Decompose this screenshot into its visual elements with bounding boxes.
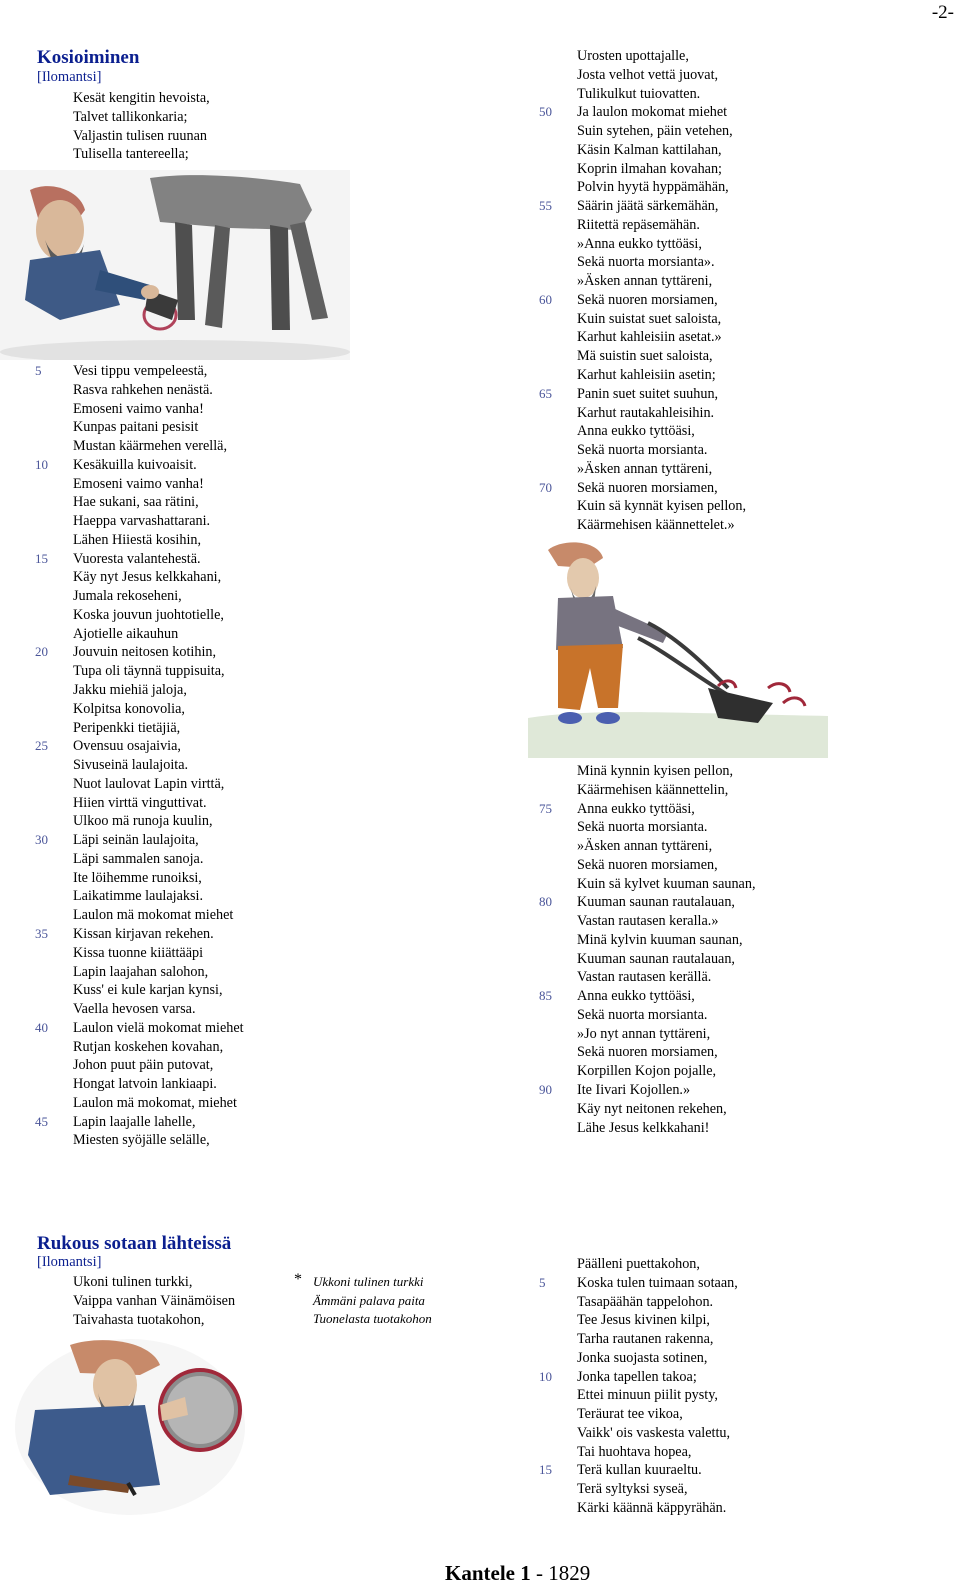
verse-line: Ulkoo mä runoja kuulin, <box>73 813 213 830</box>
verse-line: 40 Laulon vielä mokomat miehet <box>35 1019 244 1036</box>
line-number: 10 <box>539 1368 552 1384</box>
verse-line: Tarha rautanen rakenna, <box>577 1331 714 1348</box>
verse-line: Karhut rautakahleisihin. <box>577 404 715 421</box>
verse-line: 10 Kesäkuilla kuivoaisit. <box>35 456 197 473</box>
verse-line: 90 Ite Iivari Kojollen.» <box>539 1082 691 1099</box>
verse-line: Sekä nuorta morsianta. <box>577 442 708 459</box>
verse-line: 30 Läpi seinän laulajoita, <box>35 832 199 849</box>
verse-line: Ajotielle aikauhun <box>73 625 179 642</box>
verse-line: Ettei minuun piilit pysty, <box>577 1387 718 1404</box>
verse-line: Lähen Hiiestä kosihin, <box>73 531 202 548</box>
variant-note <box>313 1273 432 1329</box>
line-number: 55 <box>539 198 552 214</box>
book-footer <box>445 1561 590 1586</box>
verse-line: Kärki käännä käppyrähän. <box>577 1499 727 1516</box>
poem-region: [Ilomantsi] <box>37 1254 102 1270</box>
verse-line: Haeppa varvashattarani. <box>73 513 211 530</box>
verse-line: Tupa oli täynnä tuppisuita, <box>73 663 225 680</box>
verse-line: 45 Lapin laajalle lahelle, <box>35 1113 196 1130</box>
verse-line: 35 Kissan kirjavan rekehen. <box>35 925 214 942</box>
verse-line: Urosten upottajalle, <box>577 48 689 64</box>
verse-line: Hongat latvoin lankiaapi. <box>73 1076 217 1093</box>
poem-column-1 <box>35 362 244 1225</box>
verse-line: 50 Ja laulon mokomat miehet <box>539 104 728 121</box>
verse-line: Rasva rahkehen nenästä. <box>73 381 213 398</box>
verse-line: Sekä nuorta morsianta». <box>577 254 715 271</box>
verse-line: Karhut kahleisiin asetin; <box>577 367 716 384</box>
verse-line: Vaippa vanhan Väinämöisen <box>73 1292 236 1309</box>
verse-line: Läpi sammalen sanoja. <box>73 850 204 867</box>
verse-line: 10 Jonka tapellen takoa; <box>539 1368 697 1385</box>
verse-line: »Äsken annan tyttäreni, <box>577 838 713 855</box>
verse-line: Tee Jesus kivinen kilpi, <box>577 1312 710 1329</box>
verse-line: Kesät kengitin hevoista, <box>73 90 210 106</box>
verse-line: Lähe Jesus kelkkahani! <box>577 1119 710 1136</box>
verse-line: Sekä nuorta morsianta. <box>577 819 708 836</box>
line-number: 45 <box>35 1113 48 1129</box>
verse-line: 65 Panin suet suitet suuhun, <box>539 385 719 402</box>
verse-line <box>73 1188 244 1207</box>
verse-line: Tasapäähän tappelohon. <box>577 1293 714 1310</box>
verse-line: Mustan käärmehen verellä, <box>73 438 228 455</box>
poem-column-2 <box>539 47 747 535</box>
verse-line: Kuin sä kylvet kuuman saunan, <box>577 875 756 892</box>
page-number: -2- <box>931 2 954 23</box>
verse-line: Nuot laulovat Lapin virttä, <box>73 775 225 792</box>
verse-line <box>577 1518 738 1537</box>
poem-column-2b <box>539 762 756 1137</box>
verse-line: »Jo nyt annan tyttäreni, <box>577 1025 711 1042</box>
verse-line: 85 Anna eukko tyttöäsi, <box>539 988 695 1005</box>
verse-line: Kuin suistat suet saloista, <box>577 310 722 327</box>
line-number: 15 <box>35 550 48 566</box>
verse-line: Koprin ilmahan kovahan; <box>577 160 722 177</box>
verse-line: Minä kylvin kuuman saunan, <box>577 931 743 948</box>
verse-line: Hiien virttä vinguttivat. <box>73 794 207 811</box>
poem-region: [Ilomantsi] <box>37 69 102 85</box>
poem-intro <box>73 89 210 164</box>
verse-line: Johon puut päin putovat, <box>73 1057 214 1074</box>
warrior-illustration <box>10 1335 255 1520</box>
verse-line: Minä kynnin kyisen pellon, <box>577 763 734 779</box>
verse-line: Käy nyt Jesus kelkkahani, <box>73 569 222 586</box>
verse-line: Tai huohtava hopea, <box>577 1443 692 1460</box>
verse-line: Ukoni tulinen turkki, <box>73 1274 193 1290</box>
line-number: 10 <box>35 456 48 472</box>
verse-line: Emoseni vaimo vanha! <box>73 400 204 417</box>
verse-line <box>73 1169 244 1188</box>
verse-line: Sekä nuoren morsiamen, <box>577 1044 718 1061</box>
footer-year: 1829 <box>548 1561 591 1585</box>
verse-line: Talvet tallikonkaria; <box>73 108 188 125</box>
verse-line: Päälleni puettakohon, <box>577 1256 700 1272</box>
verse-line: 20 Jouvuin neitosen kotihin, <box>35 644 217 661</box>
verse-line: 15 Vuoresta valantehestä. <box>35 550 201 567</box>
verse-line: »Äsken annan tyttäreni, <box>577 460 713 477</box>
verse-line: 60 Sekä nuoren morsiamen, <box>539 291 718 308</box>
verse-line: 15 Terä kullan kuuraeltu. <box>539 1462 702 1479</box>
verse-line: 25 Ovensuu osajaivia, <box>35 738 181 755</box>
verse-line: Käärmehisen käännettelin, <box>577 781 729 798</box>
verse-line: Peripenkki tietäjiä, <box>73 719 181 736</box>
verse-line: Kuin sä kynnät kyisen pellon, <box>577 498 747 515</box>
verse-line: Vastan rautasen kerällä. <box>577 969 712 986</box>
line-number: 75 <box>539 800 552 816</box>
footer-title: Kantele 1 <box>445 1561 531 1585</box>
verse-line: Koska jouvun juohtotielle, <box>73 606 224 623</box>
verse-line: Kuss' ei kule karjan kynsi, <box>73 982 223 999</box>
verse-line: Käärmehisen käännettelet.» <box>577 517 735 534</box>
verse-line: Taivahasta tuotakohon, <box>73 1311 205 1328</box>
verse-line: Vaikk' ois vaskesta valettu, <box>577 1424 731 1441</box>
verse-line: Terä syltyksi syseä, <box>577 1481 688 1498</box>
verse-line: Kuuman saunan rautalauan, <box>577 950 735 967</box>
verse-line: Kissa tuonne kiiättääpi <box>73 944 204 961</box>
verse-line: Tulisella tantereella; <box>73 146 189 163</box>
verse-line: Hae sukani, saa rätini, <box>73 494 199 511</box>
line-number: 65 <box>539 385 552 401</box>
verse-line: Josta velhot vettä juovat, <box>577 66 719 83</box>
line-number: 40 <box>35 1019 48 1035</box>
verse-line: Laulon mä mokomat miehet <box>73 907 234 924</box>
verse-line: Emoseni vaimo vanha! <box>73 475 204 492</box>
verse-line: »Äsken annan tyttäreni, <box>577 273 713 290</box>
verse-line: Vaella hevosen varsa. <box>73 1001 196 1018</box>
verse-line: Teräurat tee vikoa, <box>577 1406 683 1423</box>
verse-line: Jakku miehiä jaloja, <box>73 682 187 699</box>
blacksmith-illustration <box>0 170 350 360</box>
verse-line: 55 Säärin jäätä särkemähän, <box>539 198 719 215</box>
verse-line <box>73 1150 244 1169</box>
verse-line: Rutjan koskehen kovahan, <box>73 1038 224 1055</box>
poem-title: Rukous sotaan lähteissä <box>37 1233 232 1254</box>
note-line: Ukkoni tulinen turkki <box>313 1274 424 1289</box>
verse-line: 5 Koska tulen tuimaan sotaan, <box>539 1274 738 1291</box>
footer-separator: - <box>535 1561 543 1585</box>
verse-line: Mä suistin suet saloista, <box>577 348 713 365</box>
verse-line: Käsin Kalman kattilahan, <box>577 141 722 158</box>
line-number: 25 <box>35 738 48 754</box>
line-number: 60 <box>539 291 552 307</box>
verse-line: Sekä nuoren morsiamen, <box>577 856 718 873</box>
verse-line: Sekä nuorta morsianta. <box>577 1006 708 1023</box>
verse-line: Sivuseinä laulajoita. <box>73 757 189 774</box>
verse-line: Laikatimme laulajaksi. <box>73 888 204 905</box>
verse-line: Tulikulkut tuiovatten. <box>577 85 701 102</box>
footnote-marker: * <box>294 1271 302 1288</box>
verse-line: Ite löihemme runoiksi, <box>73 869 202 886</box>
verse-line: Karhut kahleisiin asetat.» <box>577 329 722 346</box>
poem-title: Kosioiminen <box>37 47 140 68</box>
verse-line: Anna eukko tyttöäsi, <box>577 423 695 440</box>
verse-line: Kunpas paitani pesisit <box>73 419 199 436</box>
verse-line: Jumala rekoseheni, <box>73 588 182 605</box>
line-number: 80 <box>539 894 552 910</box>
verse-line: Valjastin tulisen ruunan <box>73 127 207 144</box>
verse-line <box>73 1206 244 1225</box>
verse-line: Suin sytehen, päin vetehen, <box>577 123 733 140</box>
line-number: 90 <box>539 1082 552 1098</box>
verse-line: Polvin hyytä hyppämähän, <box>577 179 729 196</box>
verse-line: Laulon mä mokomat, miehet <box>73 1094 237 1111</box>
line-number: 35 <box>35 925 48 941</box>
note-line: Tuonelasta tuotakohon <box>313 1311 432 1327</box>
verse-line: 70 Sekä nuoren morsiamen, <box>539 479 718 496</box>
line-number: 30 <box>35 832 48 848</box>
verse-line: Lapin laajahan salohon, <box>73 963 209 980</box>
verse-line: Riitettä repäsemähän. <box>577 216 700 233</box>
line-number: 5 <box>539 1274 546 1290</box>
verse-line: 5 Vesi tippu vempeleestä, <box>35 363 208 379</box>
verse-line: Vastan rautasen keralla.» <box>577 913 719 930</box>
ploughing-illustration <box>528 538 828 758</box>
line-number: 50 <box>539 104 552 120</box>
line-number: 15 <box>539 1462 552 1478</box>
verse-line: Miesten syöjälle selälle, <box>73 1132 210 1149</box>
poem-intro <box>73 1273 235 1329</box>
verse-line <box>577 1555 738 1574</box>
verse-line: 80 Kuuman saunan rautalauan, <box>539 894 735 911</box>
line-number: 5 <box>35 363 42 378</box>
verse-line: 75 Anna eukko tyttöäsi, <box>539 800 695 817</box>
line-number: 20 <box>35 644 48 660</box>
verse-line <box>577 1536 738 1555</box>
verse-line: »Anna eukko tyttöäsi, <box>577 235 702 252</box>
verse-line: Jonka suojasta sotinen, <box>577 1349 708 1366</box>
note-line: Ämmäni palava paita <box>313 1292 425 1308</box>
verse-line: Korpillen Kojon pojalle, <box>577 1063 717 1080</box>
line-number: 70 <box>539 479 552 495</box>
line-number: 85 <box>539 988 552 1004</box>
verse-line: Kolpitsa konovolia, <box>73 700 185 717</box>
verse-line: Käy nyt neitonen rekehen, <box>577 1100 727 1117</box>
